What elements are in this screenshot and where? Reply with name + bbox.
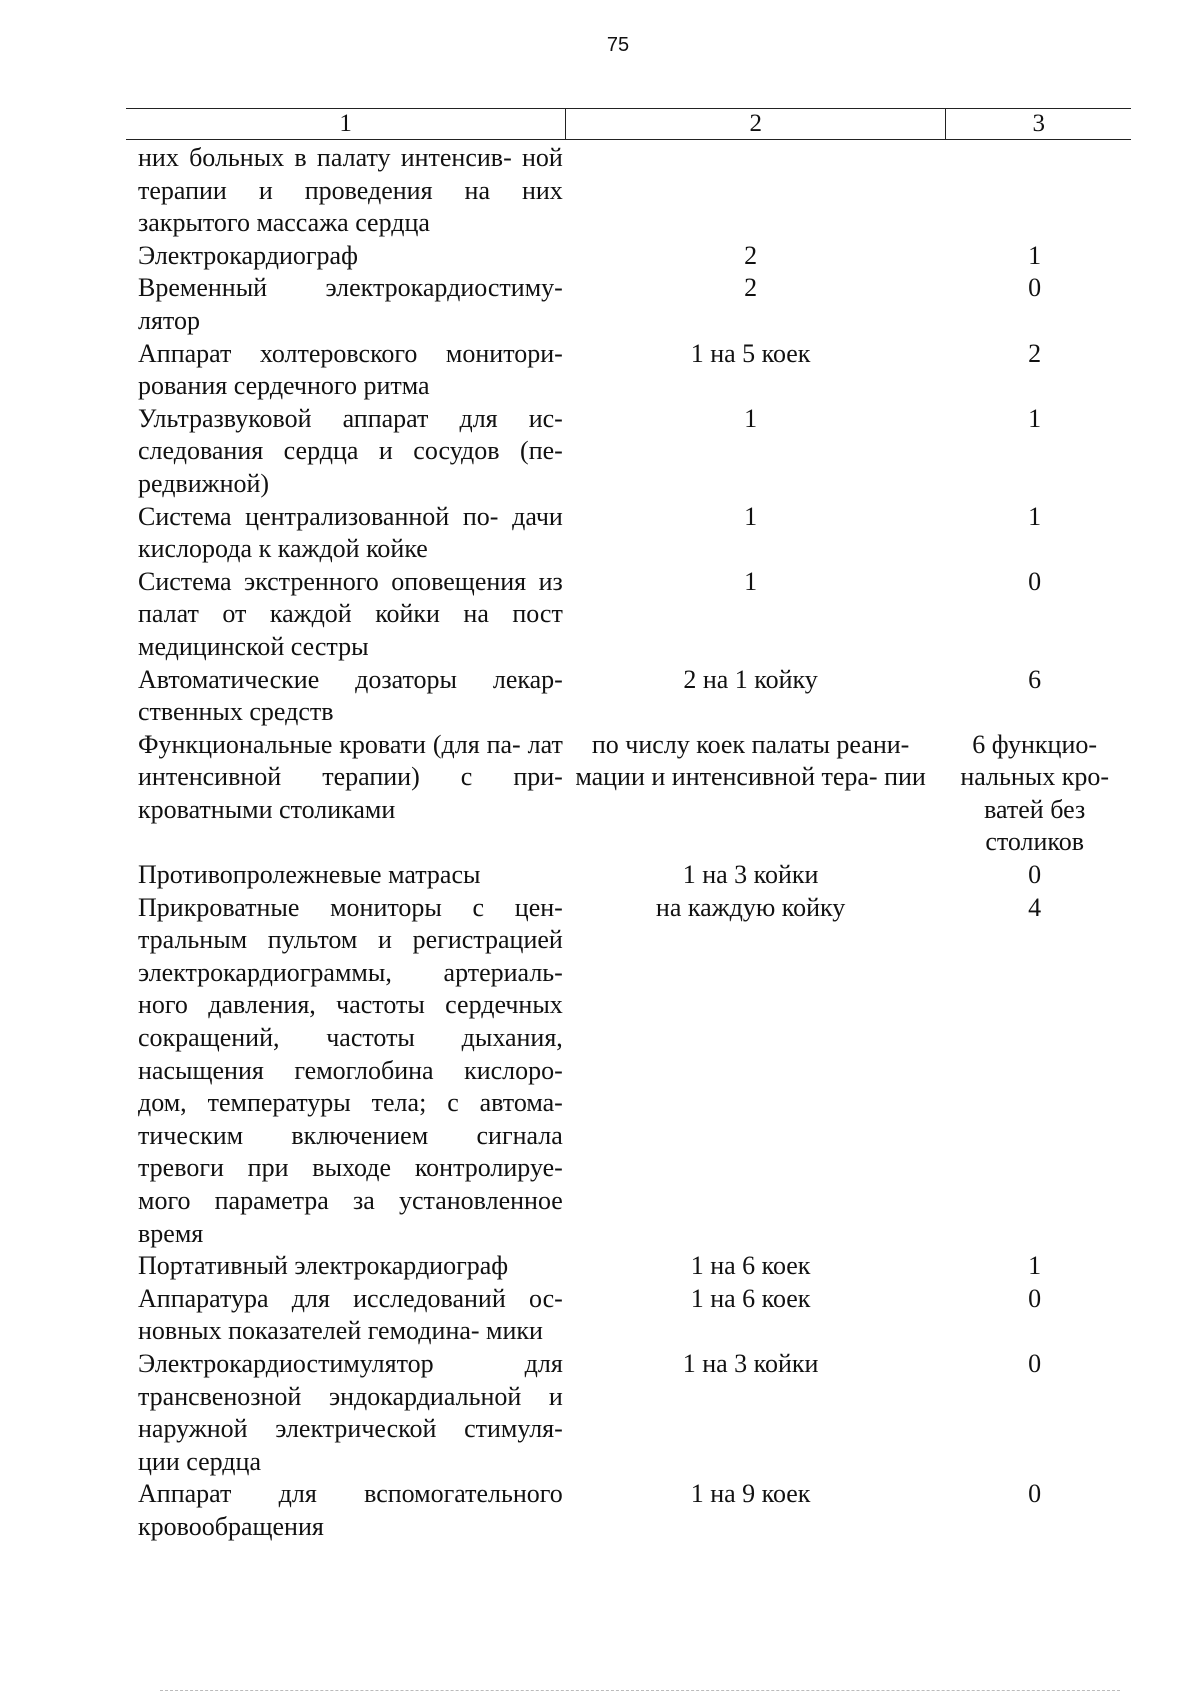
required-quantity-cell: 1 <box>744 566 758 596</box>
required-quantity-cell: 2 <box>744 273 758 303</box>
table-row <box>126 664 1131 729</box>
table-row <box>126 859 1131 892</box>
actual-quantity-cell: 1 <box>1028 501 1042 531</box>
equipment-name-cell: Противопролежневые матрасы <box>138 860 481 890</box>
equipment-name-cell: Аппаратура для исследований ос- новных показателей гемодина- мики <box>138 1283 563 1346</box>
equipment-name-cell: Система экстренного оповещения из палат от каждой койки на пост медицинской сестры <box>138 566 563 661</box>
actual-quantity-cell: 0 <box>1028 860 1042 890</box>
required-quantity-cell: 1 на 6 коек <box>690 1251 811 1281</box>
table-row <box>126 272 1131 337</box>
table-row <box>126 729 1131 859</box>
actual-quantity-cell: 6 функцио- нальных кро- ватей без столиков <box>960 729 1109 857</box>
equipment-name-cell: Автоматические дозаторы лекар- ственных средств <box>138 664 563 727</box>
actual-quantity-cell: 1 <box>1028 240 1042 270</box>
required-quantity-cell: 1 на 9 коек <box>690 1479 811 1509</box>
actual-quantity-cell: 4 <box>1028 892 1042 922</box>
required-quantity-cell: 1 на 3 койки <box>682 1348 819 1378</box>
required-quantity-cell: 1 <box>744 501 758 531</box>
required-quantity-cell: 2 <box>744 240 758 270</box>
table-row <box>126 1250 1131 1283</box>
equipment-name-cell: Система централизованной по- дачи кислорода к каждой койке <box>138 501 563 564</box>
equipment-name-cell: Аппарат для вспомогательного кровообращения <box>138 1479 563 1541</box>
actual-quantity-cell: 0 <box>1028 566 1042 596</box>
page-bottom-marks <box>160 1690 1120 1693</box>
equipment-name-cell: Функциональные кровати (для па- лат интенсивной терапии) с при- кроватными столиками <box>138 729 563 824</box>
actual-quantity-cell: 0 <box>1028 1283 1042 1313</box>
required-quantity-cell: 1 на 3 койки <box>682 860 819 890</box>
table-row <box>126 566 1131 664</box>
required-quantity-cell: 1 <box>744 403 758 433</box>
column-header-1: 1 <box>126 109 566 139</box>
required-quantity-cell: по числу коек палаты реани- мации и интенсивной тера- пии <box>575 729 926 792</box>
table-body <box>126 142 1131 1544</box>
table-row <box>126 1283 1131 1348</box>
equipment-name-cell: Электрокардиостимулятор для трансвенозной эндокардиальной и наружной электрической стимуля- ции сердца <box>138 1348 563 1476</box>
actual-quantity-cell <box>938 142 1131 240</box>
equipment-name-cell: Прикроватные мониторы с цен- тральным пультом и регистрацией электрокардиограммы, артериаль- ного давления, частоты сердечных сокращений, частоты дыхания, насыщения гемоглобина кислоро- дом, температуры тела; с автома- тическим включением сигнала тревоги при выходе контролируе- мого параметра за установленное время <box>138 892 563 1248</box>
actual-quantity-cell: 1 <box>1028 1251 1042 1281</box>
table-row <box>126 338 1131 403</box>
table-row <box>126 240 1131 273</box>
table-row <box>126 501 1131 566</box>
required-quantity-cell <box>563 142 939 240</box>
actual-quantity-cell: 0 <box>1028 1479 1042 1509</box>
table-header <box>126 108 1131 140</box>
table-row <box>126 403 1131 501</box>
actual-quantity-cell: 2 <box>1028 338 1042 368</box>
equipment-name-cell: Временный электрокардиостиму- лятор <box>138 273 563 335</box>
required-quantity-cell: 1 на 5 коек <box>690 338 811 368</box>
actual-quantity-cell: 1 <box>1028 403 1042 433</box>
table-row <box>126 1348 1131 1478</box>
table-row <box>126 142 1131 240</box>
equipment-table <box>126 108 1131 1544</box>
required-quantity-cell: на каждую койку <box>655 892 846 922</box>
equipment-name-cell: них больных в палату интенсив- ной терапии и проведения на них закрытого массажа сердца <box>138 143 563 238</box>
actual-quantity-cell: 0 <box>1028 1348 1042 1378</box>
actual-quantity-cell: 6 <box>1028 664 1042 694</box>
column-header-2: 2 <box>566 109 946 139</box>
equipment-name-cell: Портативный электрокардиограф <box>138 1251 509 1281</box>
table-row <box>126 892 1131 1251</box>
required-quantity-cell: 1 на 6 коек <box>690 1283 811 1313</box>
column-header-3: 3 <box>1032 110 1045 137</box>
required-quantity-cell: 2 на 1 койку <box>683 664 818 694</box>
equipment-name-cell: Аппарат холтеровского монитори- рования сердечного ритма <box>138 338 563 401</box>
actual-quantity-cell: 0 <box>1028 273 1042 303</box>
equipment-name-cell: Электрокардиограф <box>138 240 358 270</box>
page-number: 75 <box>606 34 630 56</box>
equipment-name-cell: Ультразвуковой аппарат для ис- следования сердца и сосудов (пе- редвижной) <box>138 403 563 498</box>
table-row <box>126 1478 1131 1543</box>
